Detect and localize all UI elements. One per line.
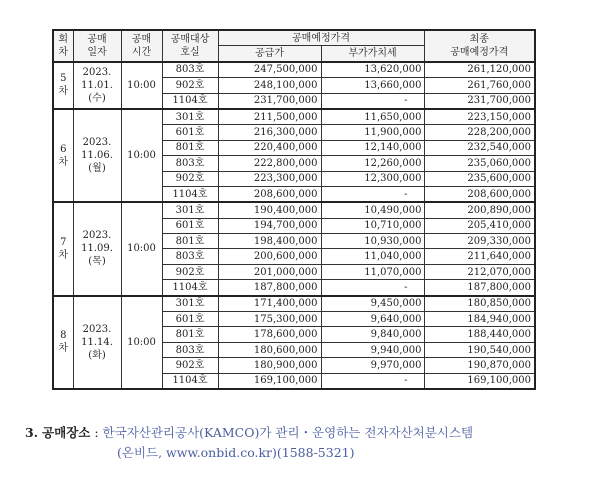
round-cell: 8 차: [53, 296, 73, 389]
supply-cell: 216,300,000: [218, 125, 321, 140]
table-row: [53, 296, 535, 312]
final-cell: 223,150,000: [424, 109, 535, 125]
vat-cell: 9,940,000: [321, 342, 424, 357]
date-cell: 2023. 11.14. (화): [73, 296, 121, 389]
note-label: 공매장소: [42, 425, 91, 440]
note-colon: :: [94, 425, 99, 440]
supply-cell: 180,600,000: [218, 342, 321, 357]
header-time: 공매 시간: [121, 30, 162, 62]
unit-cell: 803호: [162, 62, 218, 78]
vat-cell: 10,930,000: [321, 234, 424, 249]
supply-cell: 198,400,000: [218, 234, 321, 249]
date-cell: 2023. 11.09. (목): [73, 202, 121, 295]
unit-cell: 902호: [162, 264, 218, 279]
vat-cell: 11,900,000: [321, 125, 424, 140]
vat-cell: 9,970,000: [321, 358, 424, 373]
date-cell: 2023. 11.06. (월): [73, 109, 121, 202]
supply-cell: 223,300,000: [218, 171, 321, 186]
supply-cell: 169,100,000: [218, 373, 321, 389]
final-cell: 235,600,000: [424, 171, 535, 186]
unit-cell: 803호: [162, 342, 218, 357]
unit-cell: 601호: [162, 125, 218, 140]
table-row: [53, 202, 535, 218]
header-round: 회 차: [53, 30, 73, 62]
vat-cell: 10,490,000: [321, 202, 424, 218]
unit-cell: 801호: [162, 140, 218, 155]
final-cell: 228,200,000: [424, 125, 535, 140]
vat-cell: -: [321, 280, 424, 296]
supply-cell: 187,800,000: [218, 280, 321, 296]
final-cell: 212,070,000: [424, 264, 535, 279]
final-cell: 209,330,000: [424, 234, 535, 249]
header-supply: 공급가: [218, 46, 321, 62]
final-cell: 190,540,000: [424, 342, 535, 357]
unit-cell: 301호: [162, 296, 218, 312]
final-cell: 205,410,000: [424, 218, 535, 233]
auction-schedule-table: [52, 29, 536, 390]
unit-cell: 1104호: [162, 93, 218, 109]
date-cell: 2023. 11.01. (수): [73, 62, 121, 109]
unit-cell: 801호: [162, 234, 218, 249]
auction-location-note: [25, 423, 585, 463]
supply-cell: 231,700,000: [218, 93, 321, 109]
supply-cell: 180,900,000: [218, 358, 321, 373]
final-cell: 188,440,000: [424, 327, 535, 342]
vat-cell: 11,650,000: [321, 109, 424, 125]
final-cell: 208,600,000: [424, 186, 535, 202]
supply-cell: 200,600,000: [218, 249, 321, 264]
final-cell: 232,540,000: [424, 140, 535, 155]
unit-cell: 801호: [162, 327, 218, 342]
final-cell: 261,120,000: [424, 62, 535, 78]
final-cell: 169,100,000: [424, 373, 535, 389]
unit-cell: 1104호: [162, 280, 218, 296]
vat-cell: 9,640,000: [321, 312, 424, 327]
final-cell: 187,800,000: [424, 280, 535, 296]
vat-cell: 12,140,000: [321, 140, 424, 155]
vat-cell: 9,450,000: [321, 296, 424, 312]
round-cell: 7 차: [53, 202, 73, 295]
final-cell: 235,060,000: [424, 156, 535, 171]
round-cell: 5 차: [53, 62, 73, 109]
note-number: 3.: [25, 425, 39, 440]
time-cell: 10:00: [121, 62, 162, 109]
final-cell: 190,870,000: [424, 358, 535, 373]
supply-cell: 178,600,000: [218, 327, 321, 342]
header-date: 공매 일자: [73, 30, 121, 62]
header-expected-price: 공매예정가격: [218, 30, 424, 46]
round-cell: 6 차: [53, 109, 73, 202]
vat-cell: 12,300,000: [321, 171, 424, 186]
vat-cell: 11,040,000: [321, 249, 424, 264]
unit-cell: 301호: [162, 202, 218, 218]
unit-cell: 601호: [162, 218, 218, 233]
table-row: [53, 62, 535, 78]
final-cell: 200,890,000: [424, 202, 535, 218]
vat-cell: 11,070,000: [321, 264, 424, 279]
supply-cell: 201,000,000: [218, 264, 321, 279]
vat-cell: 9,840,000: [321, 327, 424, 342]
header-unit: 공매대상 호실: [162, 30, 218, 62]
supply-cell: 247,500,000: [218, 62, 321, 78]
supply-cell: 175,300,000: [218, 312, 321, 327]
final-cell: 180,850,000: [424, 296, 535, 312]
unit-cell: 902호: [162, 78, 218, 93]
unit-cell: 902호: [162, 358, 218, 373]
supply-cell: 171,400,000: [218, 296, 321, 312]
time-cell: 10:00: [121, 109, 162, 202]
final-cell: 231,700,000: [424, 93, 535, 109]
vat-cell: 10,710,000: [321, 218, 424, 233]
supply-cell: 190,400,000: [218, 202, 321, 218]
unit-cell: 1104호: [162, 373, 218, 389]
unit-cell: 803호: [162, 249, 218, 264]
unit-cell: 803호: [162, 156, 218, 171]
vat-cell: 12,260,000: [321, 156, 424, 171]
supply-cell: 222,800,000: [218, 156, 321, 171]
note-text-2: (온비드, www.onbid.co.kr)(1588-5321): [117, 445, 355, 460]
vat-cell: -: [321, 373, 424, 389]
vat-cell: -: [321, 93, 424, 109]
unit-cell: 601호: [162, 312, 218, 327]
unit-cell: 902호: [162, 171, 218, 186]
vat-cell: -: [321, 186, 424, 202]
vat-cell: 13,660,000: [321, 78, 424, 93]
final-cell: 211,640,000: [424, 249, 535, 264]
unit-cell: 301호: [162, 109, 218, 125]
note-line-1: [25, 423, 585, 443]
final-cell: 184,940,000: [424, 312, 535, 327]
header-vat: 부가가치세: [321, 46, 424, 62]
unit-cell: 1104호: [162, 186, 218, 202]
vat-cell: 13,620,000: [321, 62, 424, 78]
final-cell: 261,760,000: [424, 78, 535, 93]
note-text-1: 한국자산관리공사(KAMCO)가 관리・운영하는 전자자산처분시스템: [102, 425, 474, 440]
time-cell: 10:00: [121, 296, 162, 389]
header-final-price: 최종 공매예정가격: [424, 30, 535, 62]
time-cell: 10:00: [121, 202, 162, 295]
supply-cell: 248,100,000: [218, 78, 321, 93]
supply-cell: 208,600,000: [218, 186, 321, 202]
supply-cell: 220,400,000: [218, 140, 321, 155]
table-row: [53, 109, 535, 125]
supply-cell: 211,500,000: [218, 109, 321, 125]
supply-cell: 194,700,000: [218, 218, 321, 233]
